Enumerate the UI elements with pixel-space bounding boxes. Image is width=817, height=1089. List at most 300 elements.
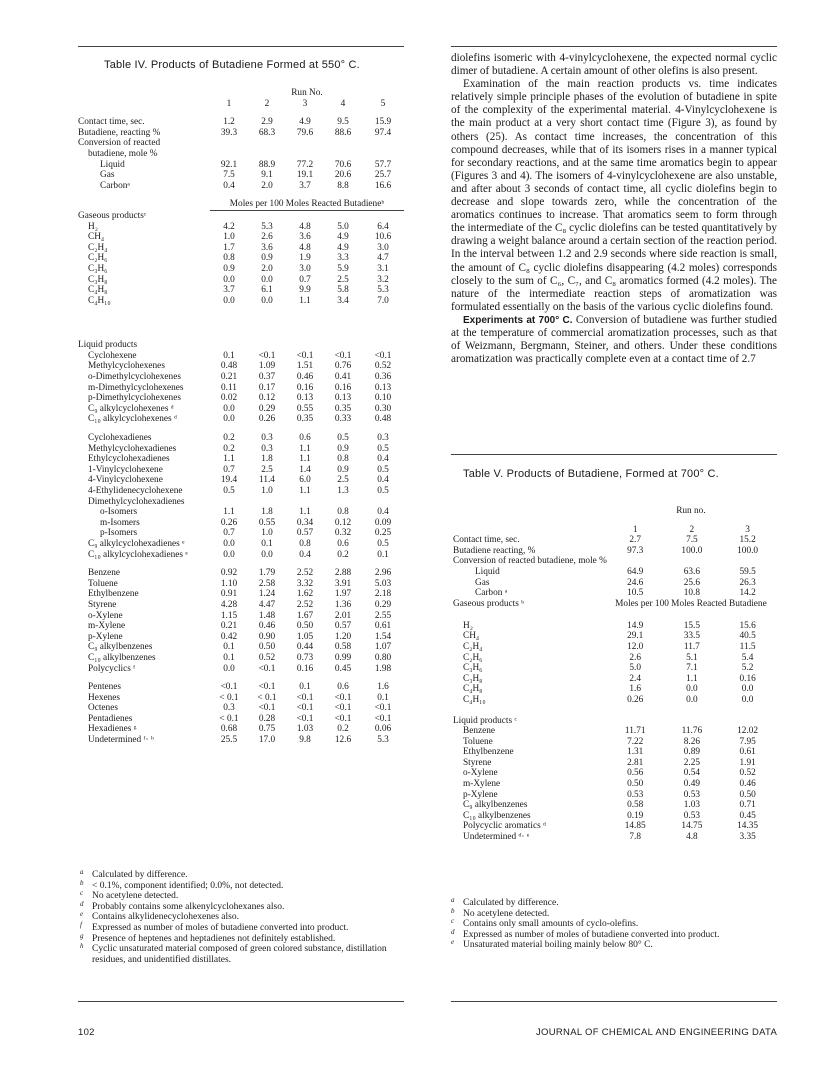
cell-value: 0.16	[296, 382, 314, 393]
cell-value: 0.0	[223, 549, 235, 560]
row-label: Ethylbenzene	[88, 589, 139, 600]
row-label: Cyclohexene	[88, 350, 137, 361]
cell-value: 0.1	[299, 682, 311, 693]
cell-value: 64.9	[627, 566, 644, 577]
cell-value: 0.0	[223, 414, 235, 425]
row-label: Toluene	[88, 578, 118, 589]
cell-value: 0.32	[334, 528, 352, 539]
cell-value: 9.8	[299, 735, 311, 746]
cell-value: 0.0	[223, 274, 235, 285]
row-label: C₉ alkylbenzenes	[88, 642, 153, 653]
footnote	[80, 931, 402, 945]
cell-value: 0.46	[296, 372, 314, 383]
table-row	[453, 779, 775, 790]
cell-value: 7.8	[629, 832, 642, 843]
cell-value: 9.9	[299, 285, 311, 296]
row-label: Gas	[475, 577, 490, 588]
cell-value: 2.52	[296, 568, 314, 579]
table4-footnotes	[80, 870, 402, 965]
cell-value: 0.4	[377, 507, 389, 518]
cell-value: 7.5	[686, 535, 698, 546]
row-label: Hexenes	[88, 692, 121, 703]
table-row	[453, 768, 775, 779]
cell-value: 0.46	[739, 779, 756, 790]
cell-value: 7.1	[686, 663, 698, 674]
cell-value: 19.1	[296, 170, 314, 181]
cell-value: 2.6	[629, 652, 642, 663]
cell-value: 0.75	[258, 724, 276, 735]
row-label: Contact time, sec.	[453, 535, 520, 546]
cell-value: 1.7	[223, 242, 235, 253]
cell-value	[324, 497, 362, 508]
table-row	[78, 160, 404, 171]
table-row	[78, 361, 404, 372]
cell-value: 1.6	[377, 682, 389, 693]
row-label: p-Xylene	[88, 631, 123, 642]
cell-value: 0.8	[337, 507, 349, 518]
cell-value: 3.7	[223, 285, 235, 296]
cell-value: 1.1	[223, 454, 235, 465]
row-label: m-Xylene	[463, 779, 501, 790]
footnote-text: No acetylene detected.	[92, 891, 179, 902]
table-row	[78, 579, 404, 590]
footnote	[451, 940, 777, 951]
cell-value: 5.3	[377, 285, 389, 296]
cell-value: 1.09	[258, 361, 276, 372]
cell-value: 0.45	[334, 663, 352, 674]
row-label: C₁₀ alkylcyclohexadienes ᵉ	[88, 549, 188, 560]
cell-value: 1.51	[296, 361, 314, 372]
cell-value: 1.6	[629, 684, 642, 695]
cell-value: 9.1	[261, 170, 273, 181]
row-label: Hexadienes ᵍ	[88, 724, 137, 735]
cell-value: 0.5	[377, 443, 389, 454]
table-row	[78, 296, 404, 307]
bottom-rule-left	[78, 1001, 404, 1002]
cell-value: 2.5	[337, 475, 349, 486]
row-label: Butadiene reacting, %	[453, 545, 536, 556]
table-row	[453, 758, 775, 769]
cell-value: 39.3	[220, 127, 238, 138]
run-number: 4	[340, 98, 346, 109]
table-row	[78, 497, 404, 508]
cell-value: 0.0	[223, 403, 235, 414]
paragraph-3	[451, 314, 777, 366]
row-label: butadiene, mole %	[88, 148, 158, 159]
cell-value: 1.67	[296, 610, 314, 621]
cell-value: 4.9	[299, 117, 311, 128]
footnote-mark: f	[80, 920, 82, 929]
cell-value: 0.0	[261, 274, 273, 285]
cell-value: 0.4	[299, 549, 311, 560]
cell-value: 6.4	[377, 221, 389, 232]
row-label: m-Dimethylcyclohexenes	[88, 382, 184, 393]
table-row	[78, 253, 404, 264]
footnote-mark: e	[451, 938, 455, 947]
moles-header: Moles per 100 Moles Reacted Butadieneᵇ	[210, 191, 404, 210]
cell-value: 19.4	[220, 475, 238, 486]
row-label: C₂H₄	[463, 641, 483, 652]
cell-value: 0.4	[223, 180, 235, 191]
row-label: Pentenes	[88, 682, 122, 693]
footnote	[80, 912, 402, 923]
cell-value	[362, 149, 404, 160]
cell-value: 68.3	[258, 127, 276, 138]
row-label: Styrene	[463, 757, 492, 768]
footnote	[80, 891, 402, 902]
cell-value: 0.6	[337, 538, 349, 549]
table-row	[78, 128, 404, 139]
row-label: m-Xylene	[88, 621, 126, 632]
row-label: p-Dimethylcyclohexenes	[88, 393, 181, 404]
blank	[78, 306, 404, 340]
row-label: o-Dimethylcyclohexenes	[88, 372, 181, 383]
cell-value: 26.3	[739, 577, 756, 588]
table-row	[78, 589, 404, 600]
cell-value: 4.9	[337, 232, 349, 243]
cell-value: 1.03	[683, 800, 701, 811]
cell-value: 97.4	[374, 127, 392, 138]
cell-value: <0.1	[258, 703, 276, 714]
cell-value: 1.4	[299, 464, 311, 475]
row-label: Polycyclic aromatics ᵈ	[463, 821, 546, 832]
cell-value: 0.0	[686, 694, 698, 705]
cell-value	[286, 497, 324, 508]
cell-value: 0.5	[377, 464, 389, 475]
row-label: Cyclohexadienes	[88, 433, 152, 444]
table-row	[78, 653, 404, 664]
row-label: Undetermined ᵈ· ᵉ	[463, 832, 530, 843]
cell-value: 2.55	[374, 610, 392, 621]
paragraph-1: diolefins isomeric with 4-vinylcyclohexene, the expected normal cyclic dimer of butadiene. A certain amount of other olefins is also present.	[451, 52, 777, 78]
cell-value: 2.4	[629, 673, 642, 684]
section-runin-heading: Experiments at 700° C.	[463, 314, 573, 326]
cell-value: 0.52	[258, 652, 276, 663]
cell-value: 0.1	[223, 642, 235, 653]
cell-value: 0.61	[374, 621, 392, 632]
cell-value: 0.12	[334, 517, 352, 528]
cell-value: 0.35	[334, 403, 352, 414]
table-row	[78, 693, 404, 704]
spacer-row	[78, 306, 404, 340]
cell-value: <0.1	[220, 682, 238, 693]
row-label: Methylcyclohexadienes	[88, 443, 177, 454]
cell-value: 1.9	[299, 253, 311, 264]
cell-value: 0.99	[334, 652, 352, 663]
run-number: 1	[226, 98, 232, 109]
cell-value: 0.2	[223, 433, 235, 444]
spacer-row	[78, 109, 404, 117]
table-row	[78, 518, 404, 529]
table5-footnotes	[451, 898, 777, 951]
row-label: C₄H₁₀	[463, 694, 486, 705]
cell-value: 11.5	[739, 641, 756, 652]
cell-value: 0.0	[741, 684, 754, 695]
table-row	[453, 832, 775, 843]
row-label: Polycyclics ᶠ	[88, 663, 136, 674]
row-label: C₄H₈	[463, 684, 483, 695]
cell-value: 0.4	[377, 475, 389, 486]
cell-value: 6.1	[261, 285, 273, 296]
cell-value: 0.44	[296, 642, 314, 653]
row-label: Undetermined ᶠ· ʰ	[88, 735, 154, 746]
table-row	[78, 735, 404, 746]
footnote-mark: a	[80, 868, 84, 876]
cell-value: <0.1	[258, 682, 276, 693]
table-row	[78, 372, 404, 383]
cell-value: 0.3	[261, 443, 273, 454]
cell-value: 0.1	[223, 652, 235, 663]
table-row	[78, 393, 404, 404]
cell-value: 0.0	[261, 549, 273, 560]
cell-value: 2.0	[261, 180, 273, 191]
row-label: Ethylbenzene	[463, 747, 514, 758]
liquid-products-label: Liquid products	[78, 340, 138, 351]
top-rule-left	[78, 46, 404, 47]
cell-value: 5.3	[377, 735, 389, 746]
table-row	[78, 724, 404, 735]
row-label: C₃H₈	[88, 274, 108, 285]
cell-value	[286, 138, 324, 149]
cell-value: <0.1	[334, 692, 352, 703]
cell-value: 1.1	[299, 486, 311, 496]
journal-name: JOURNAL OF CHEMICAL AND ENGINEERING DATA	[536, 1027, 778, 1038]
cell-value: 4.9	[337, 242, 349, 253]
cell-value: 2.01	[334, 610, 352, 621]
cell-value: 0.25	[374, 528, 392, 539]
row-label: Toluene	[463, 736, 493, 747]
cell-value: 0.16	[739, 673, 756, 684]
table-row	[78, 275, 404, 286]
cell-value: 10.5	[627, 588, 644, 599]
table-row	[78, 714, 404, 725]
cell-value: 1.10	[220, 578, 238, 589]
cell-value: 5.4	[741, 652, 754, 663]
cell-value: 1.8	[261, 507, 273, 518]
footnote-text: Contains only small amounts of cyclo-olefins.	[463, 919, 639, 930]
table-row	[453, 663, 775, 674]
cell-value: 14.9	[627, 620, 644, 631]
cell-value: < 0.1	[219, 692, 239, 703]
spacer-row	[78, 210, 404, 221]
cell-value: 1.1	[299, 454, 311, 465]
cell-value: 7.22	[627, 736, 644, 747]
table-row	[453, 684, 775, 695]
row-label: C₂H₄	[88, 242, 108, 253]
row-label: p-Xylene	[463, 789, 498, 800]
table-row	[78, 243, 404, 254]
cell-value: 0.54	[683, 768, 701, 779]
table-row	[78, 222, 404, 233]
footnote	[451, 927, 777, 941]
table-row	[453, 642, 775, 653]
cell-value: 0.3	[223, 703, 235, 714]
cell-value: 1.07	[374, 642, 392, 653]
cell-value: 0.2	[223, 443, 235, 454]
cell-value: 3.7	[299, 180, 311, 191]
cell-value: 4.7	[377, 253, 389, 264]
cell-value: 3.3	[337, 253, 349, 264]
cell-value: 88.9	[258, 159, 276, 170]
row-label: Ethylcyclohexadienes	[88, 454, 170, 465]
footnote-mark: c	[80, 889, 84, 898]
run-no-label: Run no.	[676, 506, 706, 516]
cell-value: 7.5	[223, 170, 235, 181]
footnote-mark: a	[451, 896, 455, 904]
table-row	[453, 653, 775, 664]
cell-value: 0.0	[686, 684, 698, 695]
cell-value: 1.1	[686, 673, 698, 684]
row-label: o-Xylene	[88, 610, 123, 621]
cell-value: 11.76	[681, 726, 703, 737]
cell-value: 1.1	[299, 295, 311, 306]
table-row	[78, 117, 404, 128]
cell-value: 92.1	[220, 159, 238, 170]
cell-value: 25.6	[683, 577, 701, 588]
cell-value	[248, 149, 286, 160]
table-row	[78, 465, 404, 476]
cell-value: 3.0	[377, 242, 389, 253]
footnote	[80, 899, 402, 913]
page-number: 102	[78, 1027, 95, 1038]
row-label: Liquid	[100, 159, 125, 170]
cell-value: 0.11	[221, 382, 237, 393]
cell-value: 79.6	[296, 127, 314, 138]
cell-value: 0.12	[258, 393, 276, 404]
table-row	[78, 475, 404, 486]
cell-value: 1.31	[627, 747, 644, 758]
cell-value: 0.76	[334, 361, 352, 372]
cell-value: 33.5	[683, 631, 701, 642]
cell-value: 0.9	[337, 443, 349, 454]
cell-value: 17.0	[258, 735, 276, 746]
cell-value: 3.4	[337, 295, 349, 306]
table-row	[78, 351, 404, 362]
cell-value: 11.4	[259, 475, 275, 486]
table-row	[78, 264, 404, 275]
blank	[78, 191, 210, 210]
cell-value: 0.68	[220, 724, 238, 735]
row-label: C₃H₆	[463, 663, 483, 674]
cell-value	[210, 138, 248, 149]
footnote	[451, 906, 777, 920]
cell-value	[286, 149, 324, 160]
cell-value: 1.62	[296, 589, 314, 600]
cell-value	[720, 556, 775, 567]
blank	[453, 506, 607, 517]
table-row	[78, 454, 404, 465]
cell-value: 0.53	[683, 789, 701, 800]
table-row	[453, 800, 775, 811]
cell-value: 2.6	[261, 232, 273, 243]
cell-value: 0.10	[374, 393, 392, 404]
cell-value: 12.02	[737, 726, 759, 737]
cell-value: 0.53	[683, 810, 701, 821]
cell-value: 15.6	[739, 620, 756, 631]
table-row	[78, 444, 404, 455]
cell-value: 1.0	[261, 528, 273, 539]
row-label: Octenes	[88, 703, 118, 714]
cell-value: < 0.1	[219, 713, 239, 724]
cell-value: 4.2	[223, 221, 235, 232]
footnote-mark: d	[80, 899, 84, 908]
table-row	[78, 642, 404, 653]
cell-value	[362, 497, 404, 508]
cell-value: 0.28	[258, 713, 276, 724]
cell-value: 100.0	[737, 545, 759, 556]
row-label: o-Isomers	[100, 507, 138, 518]
table-row	[453, 726, 775, 737]
row-label: Conversion of reacted butadiene, mole %	[453, 556, 607, 567]
cell-value: 1.54	[374, 631, 392, 642]
cell-value	[324, 138, 362, 149]
table-row	[453, 546, 775, 557]
cell-value: 3.35	[739, 832, 756, 843]
cell-value: 0.57	[296, 528, 314, 539]
cell-value: 1.03	[296, 724, 314, 735]
cell-value: <0.1	[258, 663, 276, 674]
cell-value: 5.03	[374, 578, 392, 589]
cell-value: 15.2	[739, 535, 756, 546]
cell-value: 0.13	[334, 393, 352, 404]
footnote-text: Probably contains some alkenylcyclohexanes also.	[92, 901, 285, 912]
cell-value: <0.1	[296, 703, 314, 714]
cell-value	[664, 556, 721, 567]
cell-value: 2.52	[296, 599, 314, 610]
cell-value: 1.97	[334, 589, 352, 600]
cell-value: 5.3	[261, 221, 273, 232]
cell-value: 0.46	[258, 621, 276, 632]
table-row	[78, 285, 404, 296]
cell-value: 5.1	[686, 652, 698, 663]
table-row	[78, 550, 404, 561]
bottom-rule-right	[451, 1001, 777, 1002]
cell-value: 0.8	[299, 538, 311, 549]
cell-value: 1.1	[299, 443, 311, 454]
cell-value: 0.06	[374, 724, 392, 735]
cell-value: 1.1	[299, 507, 311, 518]
footnote-text: Expressed as number of moles of butadiene converted into product.	[463, 929, 720, 940]
spacer-row	[78, 425, 404, 433]
table-row	[78, 568, 404, 579]
cell-value: 5.0	[337, 221, 349, 232]
cell-value: 0.56	[627, 768, 644, 779]
cell-value: 1.48	[258, 610, 276, 621]
cell-value: 2.18	[374, 589, 392, 600]
table-row	[78, 682, 404, 693]
cell-value: 0.89	[683, 747, 701, 758]
row-label: C₃H₈	[463, 673, 483, 684]
table5	[453, 506, 775, 843]
footnote	[451, 919, 777, 930]
cell-value: 97.3	[627, 545, 644, 556]
cell-value: 0.42	[220, 631, 238, 642]
cell-value: 12.0	[627, 641, 644, 652]
gaseous-products-label: Gaseous products ᵇ	[453, 598, 525, 609]
cell-value: 0.53	[627, 789, 644, 800]
row-label: C₉ alkylbenzenes	[463, 800, 528, 811]
table-row	[453, 747, 775, 758]
spacer-row	[78, 340, 404, 351]
cell-value: 1.15	[220, 610, 238, 621]
cell-value: 1.2	[223, 117, 235, 128]
cell-value: 0.29	[258, 403, 276, 414]
cell-value: 0.6	[299, 433, 311, 444]
cell-value: 10.6	[374, 232, 392, 243]
footnote-text: Expressed as number of moles of butadiene converted into product.	[92, 922, 349, 933]
cell-value: 4.8	[299, 242, 311, 253]
cell-value: 0.26	[258, 414, 276, 425]
